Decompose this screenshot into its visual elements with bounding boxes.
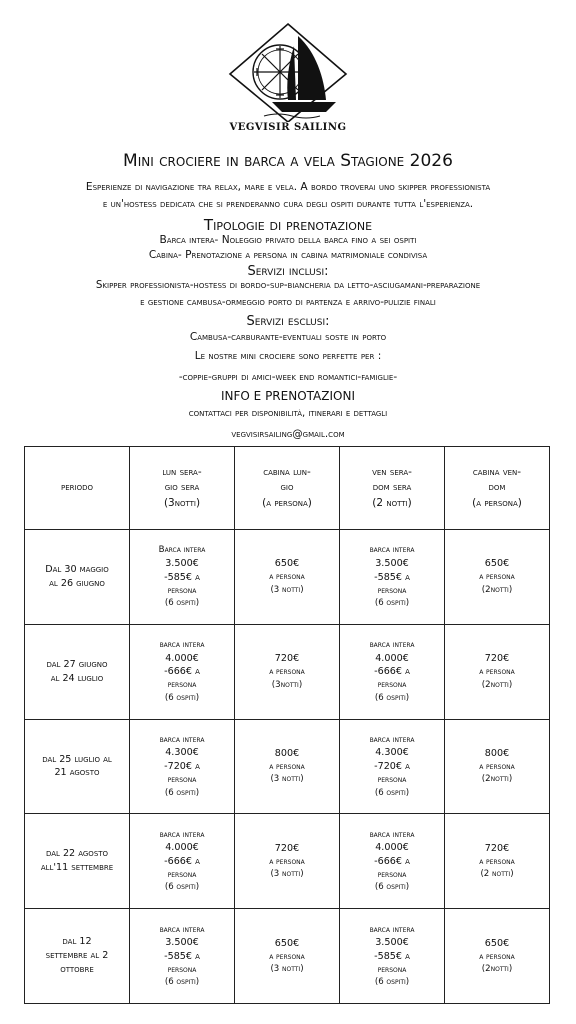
- cell-text: (6 ospiti): [374, 977, 410, 988]
- cell-text: (6 ospiti): [374, 882, 410, 893]
- cell-text: barca intera: [159, 829, 205, 840]
- logo-text: VEGVISIR SAILING: [229, 122, 347, 133]
- cell-text: a persona: [479, 761, 515, 772]
- table-row: [25, 909, 550, 1004]
- cell-text: barca intera: [159, 734, 205, 745]
- cell-ven-dom: [340, 719, 445, 814]
- esclusi-line-1: Cambusa-carburante-eventuali soste in porto: [189, 331, 387, 343]
- cell-text: (3notti): [271, 679, 303, 690]
- cell-text: (6 ospiti): [164, 977, 200, 988]
- cell-text: barca intera: [369, 924, 415, 935]
- cell-text: a persona: [479, 667, 515, 678]
- cell-text: (6 ospiti): [164, 787, 200, 798]
- cell-text: a persona: [269, 856, 305, 867]
- header-text: gio sera: [164, 481, 200, 494]
- cell-text: 650€: [274, 558, 300, 570]
- cell-text: dal 22 agosto: [45, 848, 109, 860]
- cell-text: a persona: [269, 572, 305, 583]
- cell-text: (6 ospiti): [374, 787, 410, 798]
- cell-text: barca intera: [159, 640, 205, 651]
- cell-ven-dom: [340, 814, 445, 909]
- tipologie-line-2: Cabina- Prenotazione a persona in cabina matrimoniale condivisa: [148, 249, 428, 261]
- cell-text: 4.000€: [375, 652, 409, 664]
- cell-text: (6 ospiti): [164, 692, 200, 703]
- cell-text: 800€: [484, 748, 510, 760]
- header-text: (a persona): [472, 496, 522, 509]
- cell-periodo: [25, 719, 130, 814]
- intro-line-1: Esperienze di navigazione tra relax, mare e vela. A bordo troverai uno skipper professionista: [85, 181, 491, 193]
- cell-text: barca intera: [159, 924, 205, 935]
- header-cabina-lun-gio: [235, 447, 340, 530]
- cell-periodo: [25, 624, 130, 719]
- cell-text: -666€ a: [374, 856, 410, 868]
- cell-text: barca intera: [369, 640, 415, 651]
- cell-text: a persona: [269, 951, 305, 962]
- cell-cabina-ven-dom: [445, 624, 550, 719]
- cell-text: (2notti): [481, 964, 513, 975]
- price-table: [24, 446, 550, 1004]
- header-cabina-ven-dom: [445, 447, 550, 530]
- cell-text: 720€: [484, 842, 510, 854]
- cell-text: dal 12: [62, 936, 92, 948]
- cell-text: barca intera: [369, 829, 415, 840]
- cell-text: -585€ a: [374, 950, 410, 962]
- cell-text: 720€: [274, 653, 300, 665]
- tipologie-heading: Tipologie di prenotazione: [203, 216, 373, 234]
- cell-text: barca intera: [369, 545, 415, 556]
- header-lun-gio: [130, 447, 235, 530]
- header-text: (a persona): [262, 496, 312, 509]
- cell-text: -666€ a: [164, 666, 200, 678]
- page-title: Mini crociere in barca a vela Stagione 2026: [123, 151, 453, 171]
- table-header-row: [25, 447, 550, 530]
- cell-text: (3 notti): [270, 584, 304, 595]
- perfette-line-2: -coppie-gruppi di amici-week end romantici-famiglie-: [178, 371, 398, 383]
- esclusi-heading: Servizi esclusi:: [246, 314, 330, 329]
- cell-text: (6 ospiti): [164, 882, 200, 893]
- cell-text: Barca intera: [158, 545, 206, 556]
- cell-cabina-lun-gio: [235, 909, 340, 1004]
- cell-text: -666€ a: [374, 666, 410, 678]
- cell-text: ottobre: [60, 964, 94, 976]
- cell-text: 4.000€: [165, 842, 199, 854]
- header-text: cabina lun-: [263, 466, 311, 479]
- header-ven-dom: [340, 447, 445, 530]
- cell-text: settembre al 2: [45, 950, 109, 962]
- cell-text: a persona: [479, 856, 515, 867]
- cell-text: (6 ospiti): [164, 598, 200, 609]
- cell-cabina-lun-gio: [235, 530, 340, 625]
- cell-ven-dom: [340, 624, 445, 719]
- cell-periodo: [25, 814, 130, 909]
- cell-text: -720€ a: [164, 761, 200, 773]
- cell-text: 650€: [274, 937, 300, 949]
- cell-text: persona: [377, 869, 407, 880]
- cell-text: 720€: [274, 842, 300, 854]
- cell-text: persona: [167, 585, 197, 596]
- header-text: ven sera-: [372, 466, 412, 479]
- cell-lun-gio: [130, 624, 235, 719]
- cell-ven-dom: [340, 909, 445, 1004]
- cell-text: Dal 30 maggio: [45, 563, 109, 575]
- cell-text: 650€: [484, 558, 510, 570]
- cell-periodo: [25, 530, 130, 625]
- cell-text: persona: [167, 775, 197, 786]
- cell-periodo: [25, 909, 130, 1004]
- cell-text: 720€: [484, 653, 510, 665]
- cell-text: 650€: [484, 937, 510, 949]
- cell-text: (3 notti): [270, 774, 304, 785]
- cell-text: a persona: [479, 572, 515, 583]
- table-row: [25, 814, 550, 909]
- cell-text: a persona: [479, 951, 515, 962]
- inclusi-heading: Servizi inclusi:: [247, 264, 329, 279]
- cell-text: (2notti): [481, 774, 513, 785]
- cell-text: 800€: [274, 748, 300, 760]
- cell-text: (3 notti): [270, 869, 304, 880]
- table-row: [25, 530, 550, 625]
- info-line: contattaci per disponibilità, itinerari e dettagli: [188, 408, 388, 419]
- inclusi-line-2: e gestione cambusa-ormeggio porto di partenza e arrivo-pulizie finali: [140, 296, 436, 308]
- intro-line-2: e un'hostess dedicata che si prenderanno cura degli ospiti durante tutta l'esperienza.: [102, 198, 474, 210]
- cell-text: persona: [167, 964, 197, 975]
- cell-text: al 26 giugno: [49, 577, 105, 589]
- header-periodo: [25, 447, 130, 530]
- header-text: (2 notti): [372, 496, 412, 509]
- cell-text: 4.000€: [375, 842, 409, 854]
- cell-cabina-ven-dom: [445, 719, 550, 814]
- header-text: dom: [488, 481, 506, 494]
- cell-lun-gio: [130, 909, 235, 1004]
- cell-text: (6 ospiti): [374, 692, 410, 703]
- table-row: [25, 624, 550, 719]
- cell-cabina-lun-gio: [235, 624, 340, 719]
- cell-text: a persona: [269, 667, 305, 678]
- cell-text: 3.500€: [165, 936, 199, 948]
- cell-lun-gio: [130, 814, 235, 909]
- header-text: lun sera-: [162, 466, 202, 479]
- table-row: [25, 719, 550, 814]
- cell-lun-gio: [130, 530, 235, 625]
- cell-text: 4.000€: [165, 652, 199, 664]
- cell-text: (2notti): [481, 679, 513, 690]
- header-text: periodo: [61, 481, 93, 494]
- header-text: dom sera: [372, 481, 412, 494]
- cell-text: -720€ a: [374, 761, 410, 773]
- tipologie-line-1: Barca intera- Noleggio privato della barca fino a sei ospiti: [159, 234, 417, 246]
- cell-text: a persona: [269, 761, 305, 772]
- cell-text: all'11 settembre: [40, 862, 114, 874]
- cell-text: -666€ a: [164, 856, 200, 868]
- cell-text: persona: [377, 585, 407, 596]
- cell-text: 21 agosto: [54, 767, 100, 779]
- cell-text: dal 25 luglio al: [42, 753, 112, 765]
- header-text: gio: [280, 481, 294, 494]
- cell-text: persona: [167, 869, 197, 880]
- cell-text: al 24 luglio: [50, 672, 104, 684]
- cell-cabina-lun-gio: [235, 719, 340, 814]
- cell-text: (2notti): [481, 584, 513, 595]
- cell-cabina-lun-gio: [235, 814, 340, 909]
- cell-text: 3.500€: [165, 557, 199, 569]
- cell-cabina-ven-dom: [445, 814, 550, 909]
- cell-text: (2 notti): [480, 869, 514, 880]
- cell-text: 3.500€: [375, 557, 409, 569]
- inclusi-line-1: Skipper professionista-hostess di bordo-sup-biancheria da letto-asciugamani-preparazione: [95, 279, 481, 291]
- cell-text: persona: [377, 964, 407, 975]
- cell-text: persona: [377, 680, 407, 691]
- cell-cabina-ven-dom: [445, 909, 550, 1004]
- cell-text: 4.300€: [375, 747, 409, 759]
- cell-text: 4.300€: [165, 747, 199, 759]
- cell-text: -585€ a: [164, 950, 200, 962]
- cell-text: (6 ospiti): [374, 598, 410, 609]
- cell-text: -585€ a: [374, 571, 410, 583]
- cell-ven-dom: [340, 530, 445, 625]
- cell-text: 3.500€: [375, 936, 409, 948]
- cell-text: barca intera: [369, 734, 415, 745]
- header-text: (3notti): [163, 496, 201, 509]
- cell-text: (3 notti): [270, 964, 304, 975]
- contact-email[interactable]: vegvisirsailing@gmail.com: [231, 428, 345, 440]
- cell-text: -585€ a: [164, 571, 200, 583]
- info-heading: INFO E PRENOTAZIONI: [221, 389, 355, 403]
- cell-text: persona: [377, 775, 407, 786]
- cell-lun-gio: [130, 719, 235, 814]
- cell-text: dal 27 giugno: [46, 658, 108, 670]
- perfette-line-1: Le nostre mini crociere sono perfette per :: [194, 350, 382, 362]
- cell-cabina-ven-dom: [445, 530, 550, 625]
- cell-text: persona: [167, 680, 197, 691]
- sailboat-compass-icon: [228, 22, 348, 122]
- header-text: cabina ven-: [472, 466, 522, 479]
- vegvisir-sailing-logo: [228, 22, 348, 148]
